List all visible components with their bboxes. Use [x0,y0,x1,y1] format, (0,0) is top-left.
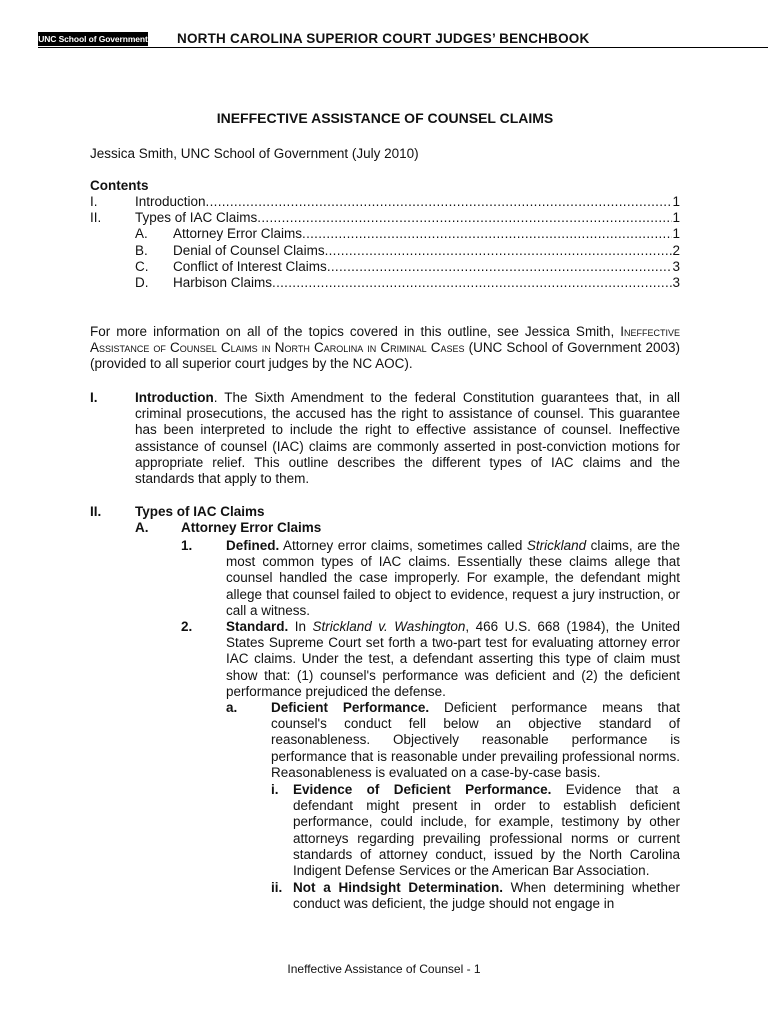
table-of-contents [90,194,680,291]
unc-logo: UNC School of Government [38,34,148,44]
item-text: Evidence that a defendant might present in order to establish deficient performance, could include, for example, testimony by other attorneys regarding prevailing professional norms or current standards of attorney conduct, issued by the North Carolina Indigent Defense Services or the American Bar Association. [293,782,680,879]
more-info-citation: (UNC School of Government 2003) (provided to all superior court judges by the NC AOC). [90,340,680,372]
toc-leader [272,275,672,291]
toc-label: Harbison Claims [173,274,273,290]
section-number: II. [90,504,102,519]
toc-number: B. [135,242,148,258]
toc-number: C. [135,258,149,274]
toc-number: A. [135,226,148,242]
toc-entry[interactable] [90,226,680,242]
subsection-letter: A. [135,520,149,535]
toc-number: D. [135,274,149,290]
item-heading: Not a Hindsight Determination. [293,880,503,895]
toc-page: 1 [672,194,680,209]
toc-leader [206,194,673,210]
toc-page: 2 [672,242,680,258]
page-header [38,30,768,50]
book-title: Ineffective Assistance of Counsel Claims in North Carolina in Criminal Cases [90,324,680,356]
defined-paragraph [226,538,680,619]
item-text: When determining whether conduct was deficient, the judge should not engage in [293,880,680,912]
toc-leader [257,210,672,226]
benchbook-title: NORTH CAROLINA SUPERIOR COURT JUDGES’ BENCHBOOK [177,31,590,46]
toc-leader [325,243,673,259]
deficient-performance-paragraph [271,700,680,781]
introduction-text: . The Sixth Amendment to the federal Constitution guarantees that, in all criminal prosecutions, the accused has the right to assistance of counsel. This guarantee has been interpreted to include the right to effective assistance of counsel. Ineffective assistance of counsel (IAC) claims are commonly asserted in post-conviction motions for appropriate relief. This outline describes the different types of IAC claims and the standards that apply to them. [135,390,680,487]
toc-page: 1 [672,210,680,226]
section-number: I. [90,390,98,405]
contents-heading: Contents [90,178,149,193]
standard-paragraph [226,619,680,700]
section-heading: Introduction [135,390,214,405]
item-heading: Standard. [226,619,289,634]
more-info-text: For more information on all of the topics covered in this outline, see Jessica Smith, [90,324,621,339]
toc-number: II. [90,210,102,226]
header-rule [38,47,768,48]
item-roman: i. [271,782,279,797]
section-heading: Types of IAC Claims [135,504,265,519]
page-footer: Ineffective Assistance of Counsel - 1 [287,962,481,976]
toc-entry[interactable] [90,194,680,210]
toc-label: Conflict of Interest Claims [173,258,327,274]
evidence-paragraph [293,782,680,879]
toc-page: 3 [672,274,680,290]
item-text: Deficient performance means that counsel's conduct fell below an objective standard of reasonableness. Objectively reasonable performance is performance that is reasonable under prevailing professional norms. Reasonableness is evaluated on a case-by-case basis. [271,700,680,780]
item-heading: Deficient Performance. [271,700,430,715]
toc-number: I. [90,194,98,209]
toc-entry[interactable] [90,259,680,275]
subsection-heading: Attorney Error Claims [181,520,322,535]
hindsight-paragraph [293,880,680,912]
item-text: claims, are the most common types of IAC claims. Essentially these claims allege that counsel handled the case improperly. For example, the defendant might allege that counsel failed to object to evidence, request a jury instruction, or call a witness. [226,538,680,618]
toc-entry[interactable] [90,243,680,259]
toc-page: 1 [672,226,680,242]
item-text: , 466 U.S. 668 (1984), the United States Supreme Court set forth a two-part test for evaluating attorney error IAC claims. Under the test, a defendant asserting this type of claim must show that: (1) counsel's performance was deficient and (2) the deficient performance prejudiced the defense. [226,619,680,699]
item-number: 1. [181,538,193,553]
toc-leader [327,259,673,275]
item-roman: ii. [271,880,283,895]
case-name: Strickland [526,538,587,553]
item-heading: Evidence of Deficient Performance. [293,782,552,797]
toc-leader [302,226,672,242]
introduction-paragraph [135,390,680,487]
document-title: INEFFECTIVE ASSISTANCE OF COUNSEL CLAIMS [216,110,554,126]
toc-label: Introduction [135,194,206,209]
item-text: In [288,619,313,634]
case-name: Strickland v. Washington [312,619,466,634]
item-letter: a. [226,700,238,715]
item-heading: Defined. [226,538,280,553]
item-number: 2. [181,619,193,634]
author-line: Jessica Smith, UNC School of Government (July 2010) [90,146,419,161]
toc-entry[interactable] [90,275,680,291]
toc-label: Denial of Counsel Claims [173,242,325,258]
toc-label: Types of IAC Claims [135,210,258,226]
toc-label: Attorney Error Claims [173,226,303,242]
toc-page: 3 [672,258,680,274]
more-info-paragraph [90,324,680,373]
toc-entry[interactable] [90,210,680,226]
item-text: Attorney error claims, sometimes called [279,538,527,553]
